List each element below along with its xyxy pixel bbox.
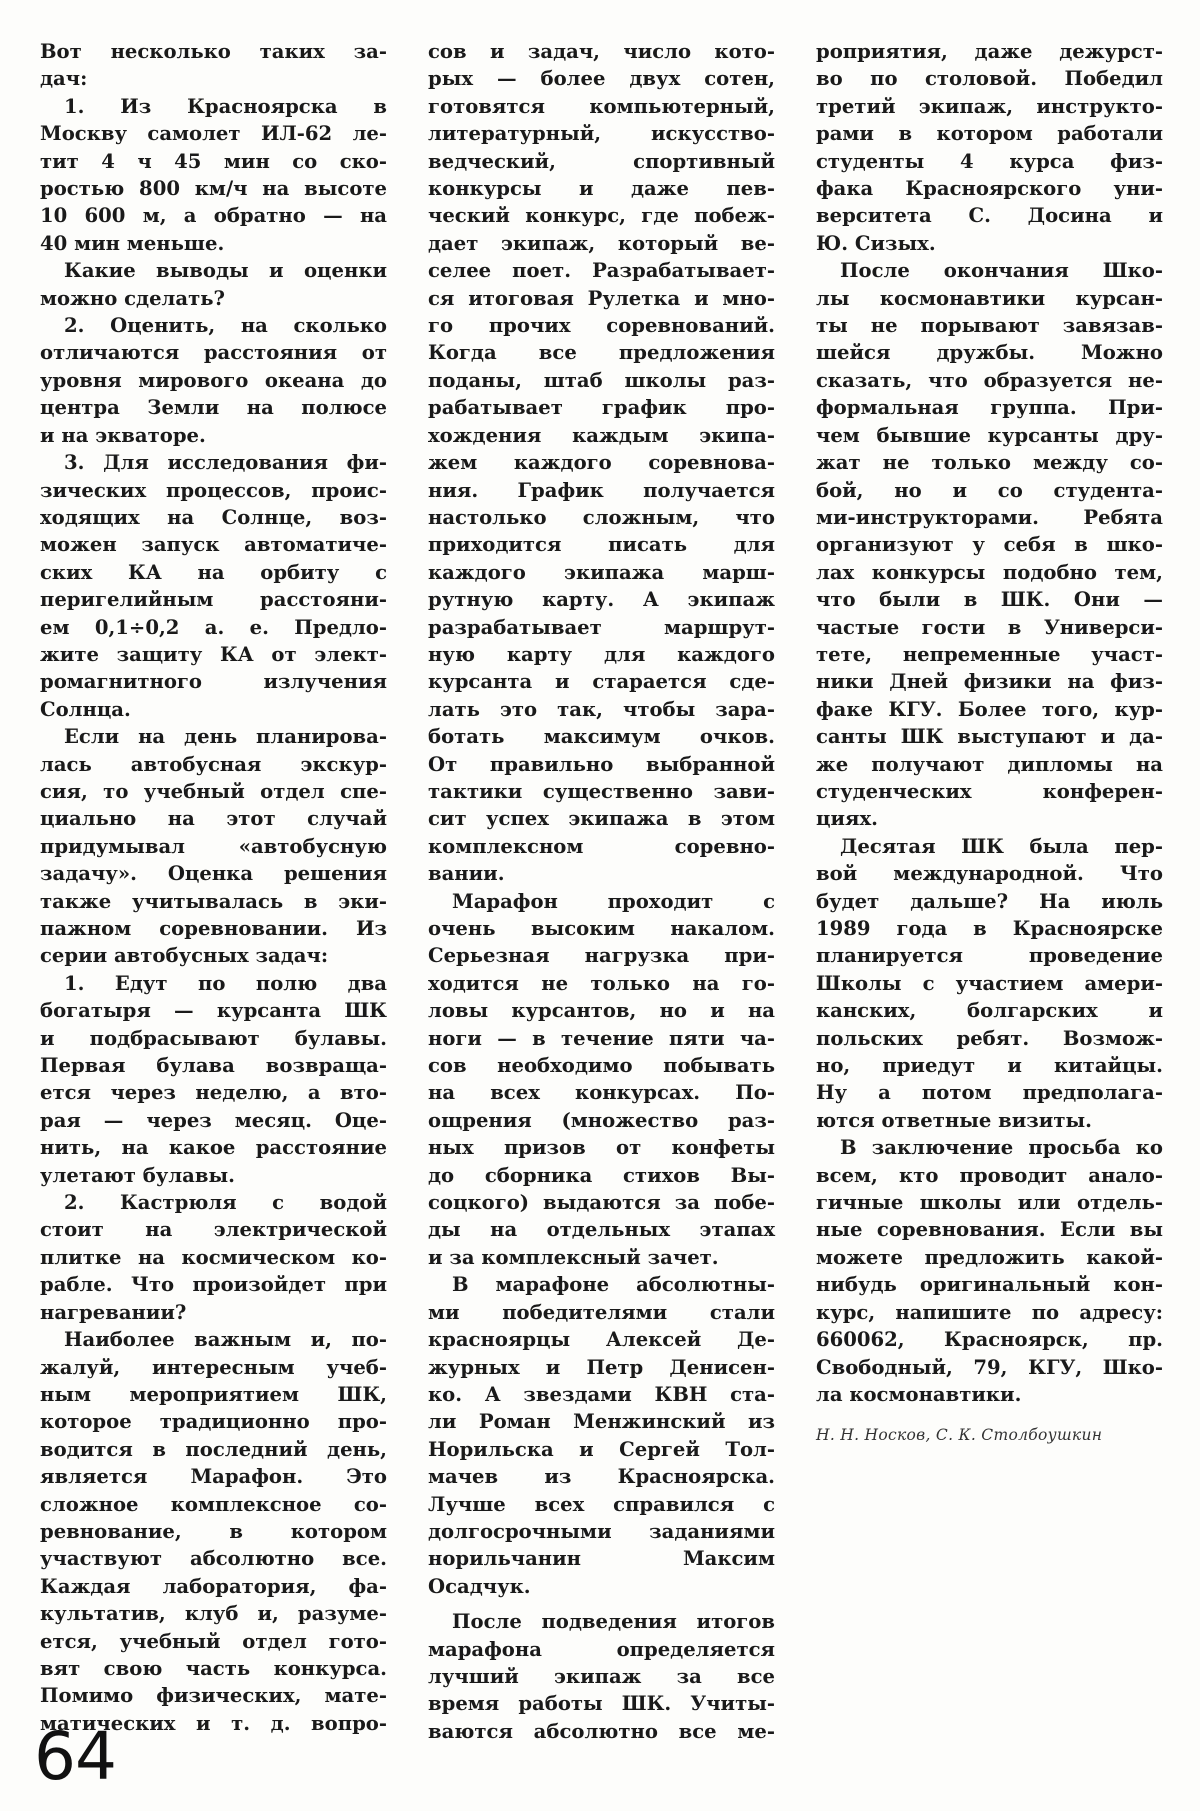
text-line: жем каждого соревнова- bbox=[428, 451, 775, 475]
text-line: Помимо физических, мате- bbox=[40, 1684, 387, 1708]
text-line: рами в котором работали bbox=[816, 122, 1163, 146]
text-line: лать это так, чтобы зара- bbox=[428, 697, 775, 721]
text-line: пажном соревновании. Из bbox=[40, 917, 387, 940]
text-line: 2. Оценить, на сколько bbox=[64, 314, 387, 338]
paragraph bbox=[40, 38, 387, 93]
text-line: Норильска и Сергей Тол- bbox=[428, 1437, 775, 1461]
text-line: лась автобусная экскур- bbox=[40, 752, 387, 776]
text-line: будет дальше? На июль bbox=[816, 889, 1163, 913]
text-line: третий экипаж, инструкто- bbox=[816, 94, 1163, 118]
text-line: водится в последний день, bbox=[40, 1437, 387, 1461]
text-line: санты ШК выступают и да- bbox=[816, 725, 1163, 749]
text-line: сложное комплексное со- bbox=[40, 1492, 387, 1516]
text-line: Осадчук. bbox=[428, 1574, 531, 1598]
text-line: Школы с участием амери- bbox=[816, 971, 1163, 995]
text-line: канских, болгарских и bbox=[816, 999, 1163, 1023]
text-line: ноги — в течение пяти ча- bbox=[428, 1026, 775, 1050]
paragraph bbox=[40, 312, 387, 449]
text-line: ловы курсантов, но и на bbox=[428, 999, 775, 1023]
text-line: тактики существенно зави- bbox=[428, 779, 775, 803]
text-line: время работы ШК. Учиты- bbox=[428, 1692, 775, 1716]
text-line: ревнование, в котором bbox=[40, 1519, 387, 1543]
text-line: что были в ШК. Они — bbox=[816, 588, 1163, 612]
text-line: настолько сложным, что bbox=[428, 505, 775, 529]
text-line: ла космонавтики. bbox=[816, 1382, 1022, 1406]
text-line: поданы, штаб школы раз- bbox=[428, 368, 775, 392]
text-line: литературный, искусство- bbox=[428, 122, 775, 146]
text-line: нибудь оригинальный кон- bbox=[816, 1273, 1163, 1297]
text-line: 660062, Красноярск, пр. bbox=[816, 1328, 1163, 1352]
text-line: тете, непременные участ- bbox=[816, 642, 1163, 666]
text-line: Когда все предложения bbox=[428, 341, 775, 365]
text-line: ромагнитного излучения bbox=[40, 670, 387, 694]
text-line: селее поет. Разрабатывает- bbox=[428, 259, 775, 283]
text-line: придумывал «автобусную bbox=[40, 834, 387, 858]
text-line: культатив, клуб и, разуме- bbox=[40, 1602, 387, 1626]
text-line: красноярцы Алексей Де- bbox=[428, 1328, 775, 1352]
text-line: готовятся компьютерный, bbox=[428, 94, 775, 118]
text-line: на всех конкурсах. По- bbox=[428, 1081, 775, 1105]
text-line: ется через неделю, а вто- bbox=[40, 1081, 387, 1105]
text-line: Свободный, 79, КГУ, Шко- bbox=[816, 1355, 1163, 1379]
text-line: лучший экипаж за все bbox=[428, 1664, 775, 1688]
text-line: От правильно выбранной bbox=[428, 752, 775, 776]
text-line: рая — через месяц. Оце- bbox=[40, 1108, 387, 1132]
text-line: но, приедут и китайцы. bbox=[816, 1054, 1163, 1078]
text-line: После окончания Шко- bbox=[840, 259, 1163, 283]
text-line: 40 мин меньше. bbox=[40, 231, 225, 255]
text-line: верситета С. Досина и bbox=[816, 204, 1163, 228]
paragraph bbox=[428, 1271, 775, 1600]
text-line: соцкого) выдаются за побе- bbox=[428, 1191, 775, 1215]
text-line: отличаются расстояния от bbox=[40, 341, 387, 365]
text-line: жите защиту КА от элект- bbox=[40, 642, 387, 666]
paragraph bbox=[816, 833, 1163, 1134]
text-line: После подведения итогов bbox=[452, 1610, 775, 1634]
text-line: во по столовой. Победил bbox=[816, 67, 1163, 91]
text-line: Лучше всех справился с bbox=[428, 1492, 775, 1516]
text-line: Десятая ШК была пер- bbox=[840, 834, 1163, 858]
text-line: ную карту для каждого bbox=[428, 642, 775, 666]
text-line: Каждая лаборатория, фа- bbox=[40, 1574, 387, 1598]
text-line: долгосрочными заданиями bbox=[428, 1519, 775, 1543]
text-line: жат не только между со- bbox=[816, 451, 1163, 475]
text-line: жалуй, интересным учеб- bbox=[40, 1355, 387, 1379]
paragraph bbox=[816, 257, 1163, 833]
text-line: серии автобусных задач: bbox=[40, 944, 329, 968]
text-line: до сборника стихов Вы- bbox=[428, 1163, 775, 1187]
text-line: нить, на какое расстояние bbox=[40, 1136, 387, 1160]
text-line: участвуют абсолютно все. bbox=[40, 1547, 387, 1571]
text-line: курс, напишите по адресу: bbox=[816, 1300, 1163, 1324]
text-line: ведческий, спортивный bbox=[428, 149, 775, 173]
text-line: зических процессов, проис- bbox=[40, 478, 387, 502]
text-line: вой международной. Что bbox=[816, 862, 1163, 886]
text-line: ется, учебный отдел гото- bbox=[40, 1629, 387, 1653]
text-line: дач: bbox=[40, 67, 88, 91]
text-line: ты не порывают завязав- bbox=[816, 314, 1163, 338]
text-line: и на экваторе. bbox=[40, 423, 206, 447]
text-line: ми-инструкторами. Ребята bbox=[816, 505, 1163, 529]
text-line: Вот несколько таких за- bbox=[40, 40, 387, 63]
text-line: курсанта и старается сде- bbox=[428, 670, 775, 694]
text-line: Марафон проходит с bbox=[452, 889, 775, 913]
text-line: циально на этот случай bbox=[40, 807, 387, 831]
text-line: фака Красноярского уни- bbox=[816, 177, 1163, 201]
paragraph bbox=[40, 970, 387, 1189]
text-line: матических и т. д. вопро- bbox=[40, 1711, 387, 1735]
text-line: нагревании? bbox=[40, 1300, 187, 1324]
text-line: рабатывает график про- bbox=[428, 396, 775, 420]
text-line: задачу». Оценка решения bbox=[40, 862, 387, 886]
text-line: 2. Кастрюля с водой bbox=[64, 1191, 387, 1215]
text-line: бой, но и со студента- bbox=[816, 478, 1163, 502]
page-number: 64 bbox=[34, 1718, 116, 1795]
text-line: ники Дней физики на физ- bbox=[816, 670, 1163, 694]
text-line: ния. График получается bbox=[428, 478, 775, 502]
text-column-2 bbox=[428, 38, 775, 1745]
text-column-1 bbox=[40, 38, 387, 1737]
text-line: сов необходимо побывать bbox=[428, 1054, 775, 1078]
text-line: ростью 800 км/ч на высоте bbox=[40, 177, 387, 201]
text-line: 10 600 м, а обратно — на bbox=[40, 204, 387, 228]
text-line: вании. bbox=[428, 862, 505, 886]
text-line: богатыря — курсанта ШК bbox=[40, 999, 387, 1023]
text-line: ми победителями стали bbox=[428, 1300, 775, 1324]
text-line: центра Земли на полюсе bbox=[40, 396, 387, 420]
paragraph bbox=[40, 1189, 387, 1326]
text-line: В марафоне абсолютны- bbox=[452, 1273, 775, 1297]
text-line: частые гости в Универси- bbox=[816, 615, 1163, 639]
paragraph bbox=[40, 449, 387, 723]
text-line: Серьезная нагрузка при- bbox=[428, 944, 775, 968]
text-line: журных и Петр Денисен- bbox=[428, 1355, 775, 1379]
text-line: ем 0,1÷0,2 а. е. Предло- bbox=[40, 615, 387, 639]
text-line: приходится писать для bbox=[428, 533, 775, 557]
text-line: чем бывшие курсанты дру- bbox=[816, 423, 1163, 447]
text-line: гичные школы или отдель- bbox=[816, 1191, 1163, 1215]
paragraph bbox=[428, 38, 775, 888]
text-line: хождения каждым экипа- bbox=[428, 423, 775, 447]
text-line: лах конкурсы подобно тем, bbox=[816, 560, 1163, 584]
text-line: ощрения (множество раз- bbox=[428, 1108, 775, 1132]
text-line: студенты 4 курса физ- bbox=[816, 149, 1163, 173]
text-line: рабле. Что произойдет при bbox=[40, 1273, 387, 1297]
text-line: ных призов от конфеты bbox=[428, 1136, 775, 1160]
text-line: сказать, что образуется не- bbox=[816, 368, 1163, 392]
text-line: комплексном соревно- bbox=[428, 834, 775, 858]
text-line: ли Роман Менжинский из bbox=[428, 1410, 775, 1434]
text-line: ботать максимум очков. bbox=[428, 725, 775, 749]
author-signature: Н. Н. Носков, С. К. Столбоушкин bbox=[816, 1426, 1103, 1445]
text-line: го прочих соревнований. bbox=[428, 314, 775, 338]
text-line: Ю. Сизых. bbox=[816, 231, 936, 255]
text-line: перигелийным расстояни- bbox=[40, 588, 387, 612]
text-line: роприятия, даже дежурст- bbox=[816, 40, 1163, 63]
text-line: сит успех экипажа в этом bbox=[428, 807, 775, 831]
text-line: дает экипаж, который ве- bbox=[428, 231, 775, 255]
text-line: рутную карту. А экипаж bbox=[428, 588, 775, 612]
text-line: ческий конкурс, где побеж- bbox=[428, 204, 775, 228]
text-line: стоит на электрической bbox=[40, 1218, 387, 1242]
text-line: уровня мирового океана до bbox=[40, 368, 387, 392]
text-line: польских ребят. Возмож- bbox=[816, 1026, 1163, 1050]
text-line: ные соревнования. Если вы bbox=[816, 1218, 1163, 1242]
text-line: Солнца. bbox=[40, 697, 131, 721]
text-line: Какие выводы и оценки bbox=[64, 259, 387, 283]
text-line: ются ответные визиты. bbox=[816, 1108, 1092, 1132]
text-line: ваются абсолютно все ме- bbox=[428, 1719, 775, 1743]
text-line: можно сделать? bbox=[40, 286, 225, 310]
text-line: плитке на космическом ко- bbox=[40, 1245, 387, 1269]
text-line: ходится не только на го- bbox=[428, 971, 775, 995]
text-line: лы космонавтики курсан- bbox=[816, 286, 1163, 310]
text-line: рых — более двух сотен, bbox=[428, 67, 775, 91]
text-line: Наиболее важным и, по- bbox=[64, 1328, 387, 1352]
text-line: Если на день планирова- bbox=[64, 725, 387, 749]
text-line: которое традиционно про- bbox=[40, 1410, 387, 1434]
text-line: ным мероприятием ШК, bbox=[40, 1382, 387, 1406]
text-line: каждого экипажа марш- bbox=[428, 560, 775, 584]
text-line: ся итоговая Рулетка и мно- bbox=[428, 286, 775, 310]
paragraph bbox=[40, 257, 387, 312]
paragraph bbox=[40, 723, 387, 970]
text-line: всем, кто проводит анало- bbox=[816, 1163, 1163, 1187]
text-line: можете предложить какой- bbox=[816, 1245, 1163, 1269]
text-line: Первая булава возвраща- bbox=[40, 1054, 387, 1078]
text-line: 1989 года в Красноярске bbox=[816, 917, 1163, 940]
text-line: улетают булавы. bbox=[40, 1163, 235, 1187]
text-line: мачев из Красноярска. bbox=[428, 1465, 775, 1489]
text-line: является Марафон. Это bbox=[40, 1465, 387, 1489]
text-line: марафона определяется bbox=[428, 1637, 775, 1661]
text-line: норильчанин Максим bbox=[428, 1547, 775, 1571]
text-line: 1. Едут по полю два bbox=[64, 971, 387, 995]
paragraph bbox=[40, 1326, 387, 1737]
text-line: конкурсы и даже пев- bbox=[428, 177, 775, 201]
text-line: разрабатывает маршрут- bbox=[428, 615, 775, 639]
text-line: и подбрасывают булавы. bbox=[40, 1026, 387, 1050]
text-line: В заключение просьба ко bbox=[840, 1136, 1163, 1160]
text-line: ходящих на Солнце, воз- bbox=[40, 505, 387, 529]
text-line: вят свою часть конкурса. bbox=[40, 1656, 387, 1680]
text-line: 3. Для исследования фи- bbox=[64, 451, 387, 475]
text-line: Москву самолет ИЛ-62 ле- bbox=[40, 122, 387, 146]
text-line: сия, то учебный отдел спе- bbox=[40, 779, 387, 803]
paragraph bbox=[40, 93, 387, 257]
text-line: ко. А звездами КВН ста- bbox=[428, 1382, 775, 1406]
text-line: шейся дружбы. Можно bbox=[816, 341, 1163, 365]
text-line: ских КА на орбиту с bbox=[40, 560, 387, 584]
text-line: же получают дипломы на bbox=[816, 752, 1163, 776]
text-line: циях. bbox=[816, 807, 878, 831]
text-line: очень высоким накалом. bbox=[428, 917, 775, 940]
text-line: 1. Из Красноярска в bbox=[64, 94, 387, 118]
text-line: сов и задач, число кото- bbox=[428, 40, 775, 63]
text-line: Ну а потом предполага- bbox=[816, 1081, 1163, 1105]
paragraph bbox=[816, 1134, 1163, 1408]
text-line: организуют у себя в шко- bbox=[816, 533, 1163, 557]
paragraph bbox=[816, 38, 1163, 257]
paragraph bbox=[428, 1608, 775, 1745]
text-line: ды на отдельных этапах bbox=[428, 1218, 775, 1242]
text-line: формальная группа. При- bbox=[816, 396, 1163, 420]
text-line: также учитывалась в эки- bbox=[40, 889, 387, 913]
text-line: факе КГУ. Более того, кур- bbox=[816, 697, 1163, 721]
text-line: тит 4 ч 45 мин со ско- bbox=[40, 149, 387, 173]
text-column-3 bbox=[816, 38, 1163, 1450]
text-line: планируется проведение bbox=[816, 944, 1163, 968]
paragraph bbox=[428, 888, 775, 1272]
text-line: можен запуск автоматиче- bbox=[40, 533, 387, 557]
text-line: и за комплексный зачет. bbox=[428, 1245, 719, 1269]
text-line: студенческих конферен- bbox=[816, 779, 1163, 803]
